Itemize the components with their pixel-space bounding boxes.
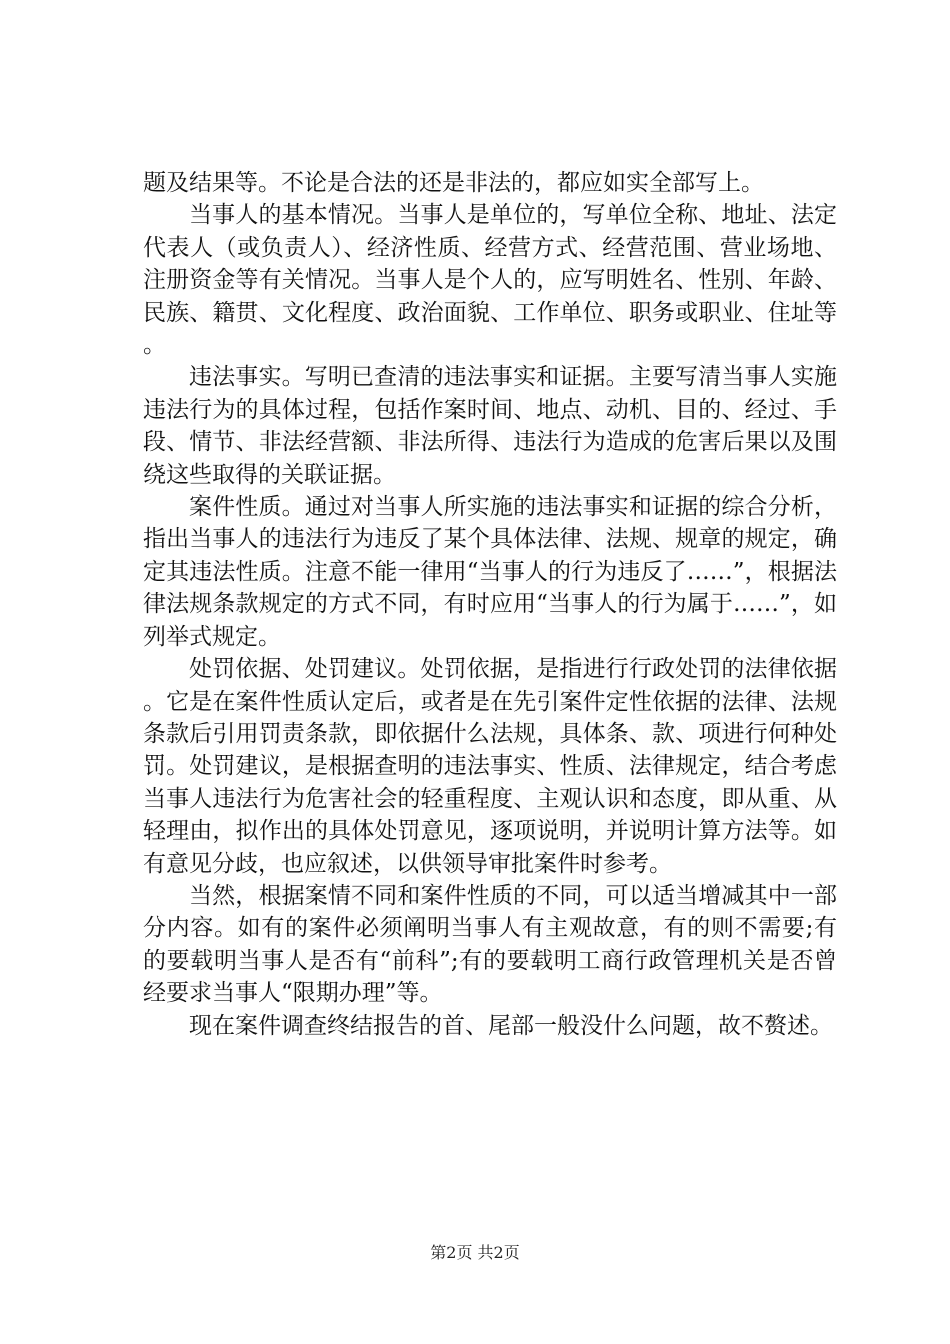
paragraph-adjustments: 当然，根据案情不同和案件性质的不同，可以适当增减其中一部分内容。如有的案件必须阐明当事人有主观故意，有的则不需要;有的要载明当事人是否有“前科”;有的要载明工商行政管理机关是否曾经要求当事人“限期办理”等。	[143, 882, 837, 1007]
paragraph-penalty-basis: 处罚依据、处罚建议。处罚依据，是指进行行政处罚的法律依据。它是在案件性质认定后，或者是在先引案件定性依据的法律、法规条款后引用罚责条款，即依据什么法规，具体条、款、项进行何种处罚。处罚建议，是根据查明的违法事实、性质、法律规定，结合考虑当事人违法行为危害社会的轻重程度、主观认识和态度，即从重、从轻理由，拟作出的具体处罚意见，逐项说明，并说明计算方法等。如有意见分歧，也应叙述，以供领导审批案件时参考。	[143, 656, 837, 877]
paragraph-continuation: 题及结果等。不论是合法的还是非法的，都应如实全部写上。	[143, 170, 764, 196]
paragraph-party-info: 当事人的基本情况。当事人是单位的，写单位全称、地址、法定代表人（或负责人）、经济性质、经营方式、经营范围、营业场地、注册资金等有关情况。当事人是个人的，应写明姓名、性别、年龄、民族、籍贯、文化程度、政治面貌、工作单位、职务或职业、住址等。	[143, 202, 837, 359]
paragraph-case-nature: 案件性质。通过对当事人所实施的违法事实和证据的综合分析，指出当事人的违法行为违反了某个具体法律、法规、规章的规定，确定其违法性质。注意不能一律用“当事人的行为违反了……”，根据法律法规条款规定的方式不同，有时应用“当事人的行为属于……”，如列举式规定。	[143, 494, 837, 650]
document-body	[143, 167, 837, 1042]
page-number-footer: 第2页 共2页	[430, 1243, 520, 1262]
paragraph-violation-facts: 违法事实。写明已查清的违法事实和证据。主要写清当事人实施违法行为的具体过程，包括作案时间、地点、动机、目的、经过、手段、情节、非法经营额、非法所得、违法行为造成的危害后果以及围绕这些取得的关联证据。	[143, 364, 837, 488]
paragraph-closing: 现在案件调查终结报告的首、尾部一般没什么问题，故不赘述。	[189, 1012, 833, 1039]
